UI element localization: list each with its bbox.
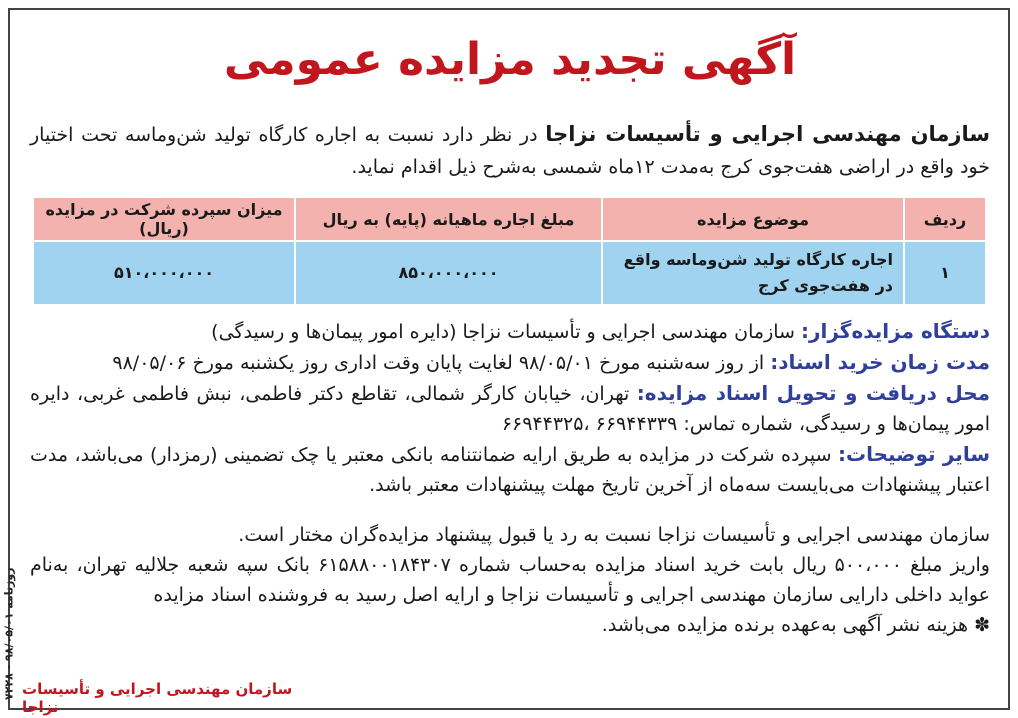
note-payment: واریز مبلغ ۵۰۰،۰۰۰ ریال بابت خرید اسناد مزایده به‌حساب شماره ۶۱۵۸۸۰۰۱۸۴۳۰۷ بانک سپه شعبه جلالیه تهران، به‌نام عواید داخلی دارایی سازمان مهندسی اجرایی و تأسیسات نزاجا و ارایه اصل رسید به فروشنده اسناد مزایده — [30, 554, 990, 606]
cell-deposit: ۵۱۰،۰۰۰،۰۰۰ — [33, 241, 295, 305]
intro-paragraph — [30, 118, 990, 183]
table-row — [33, 241, 986, 305]
cell-row-number: ۱ — [904, 241, 986, 305]
header-deposit: میزان سپرده شرکت در مزایده (ریال) — [33, 197, 295, 241]
info-purchase-period — [30, 347, 990, 378]
delivery-label: محل دریافت و تحویل اسناد مزایده: — [636, 381, 990, 405]
purchase-label: مدت زمان خرید اسناد: — [770, 350, 990, 374]
header-row-number: ردیف — [904, 197, 986, 241]
auction-table — [32, 196, 987, 306]
auctioneer-label: دستگاه مزایده‌گزار: — [801, 319, 990, 343]
intro-org-name: سازمان مهندسی اجرایی و تأسیسات نزاجا — [545, 122, 991, 146]
info-auctioneer — [30, 316, 990, 347]
note-publication-cost: ✽ هزینه نشر آگهی به‌عهده برنده مزایده می‌باشد. — [601, 614, 990, 636]
info-delivery-place — [30, 378, 990, 439]
notes-section — [30, 520, 990, 640]
purchase-value: از روز سه‌شنبه مورخ ۹۸/۰۵/۰۱ لغایت پایان وقت اداری روز یکشنبه مورخ ۹۸/۰۵/۰۶ — [112, 352, 771, 374]
cell-rent: ۸۵۰،۰۰۰،۰۰۰ — [295, 241, 602, 305]
other-value: سپرده شرکت در مزایده به طریق ارایه ضمانتنامه بانکی معتبر یا چک تضمینی (رمزدار) می‌باشد، مدت اعتبار پیشنهادات می‌بایست سه‌ماه از آخرین تاریخ مهلت پیشنهادات معتبر باشد. — [30, 444, 990, 496]
other-label: سایر توضیحات: — [837, 442, 990, 466]
info-section — [30, 316, 990, 500]
note-rejection-right: سازمان مهندسی اجرایی و تأسیسات نزاجا نسبت به رد یا قبول پیشنهاد مزایده‌گران مختار است. — [238, 524, 990, 546]
footer-org-name: سازمان مهندسی اجرایی و تأسیسات نزاجا — [22, 680, 293, 716]
auctioneer-value: سازمان مهندسی اجرایی و تأسیسات نزاجا (دایره امور پیمان‌ها و رسیدگی) — [211, 321, 801, 343]
cell-subject: اجاره کارگاه تولید شن‌وماسه واقع در هفت‌جوی کرج — [602, 241, 904, 305]
table-header-row — [33, 197, 986, 241]
newspaper-side-note: روزنامه ۹۸/۰۵/۰۱ - ۷۲۲۸ — [2, 567, 16, 700]
notice-title: آگهی تجدید مزایده عمومی — [223, 34, 797, 85]
delivery-value: تهران، خیابان کارگر شمالی، تقاطع دکتر فاطمی، نبش فاطمی غربی، دایره امور پیمان‌ها و رسیدگی، شماره تماس: ۶۶۹۴۴۳۳۹ ،۶۶۹۴۴۳۲۵ — [30, 383, 990, 435]
header-rent: مبلغ اجاره ماهیانه (پایه) به ریال — [295, 197, 602, 241]
header-subject: موضوع مزایده — [602, 197, 904, 241]
intro-text: در نظر دارد نسبت به اجاره کارگاه تولید شن‌وماسه تحت اختیار خود واقع در اراضی هفت‌جوی کرج به‌مدت ۱۲ماه شمسی به‌شرح ذیل اقدام نماید. — [30, 124, 990, 178]
info-other — [30, 439, 990, 500]
